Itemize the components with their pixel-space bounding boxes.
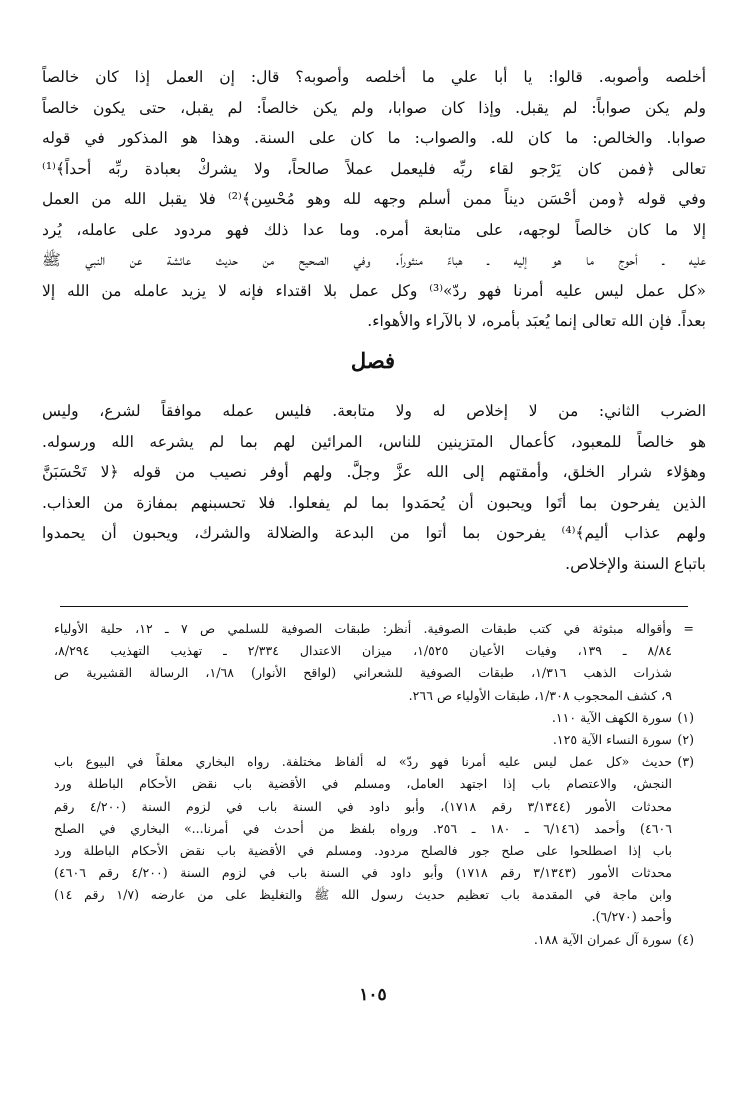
text-line: الضرب الثاني: من لا إخلاص له ولا متابعة. فليس عمله موافقاً لشرع، وليس [42, 402, 706, 420]
section-paragraph [42, 396, 706, 579]
footnote-divider [60, 606, 688, 607]
footnote-line: شذرات الذهب ١/٣١٦، طبقات الصوفية للشعراني (لواقح الأنوار) ١/٦٨، الرسالة القشيرية ص [54, 665, 672, 681]
footnote-mark: (٢) [677, 731, 694, 747]
text-line: تعالى ﴿فمن كان يَرْجو لقاء ربِّه فليعمل عملاً صالحاً، ولا يشركْ بعبادة ربِّه أحداً﴾⁽¹⁾ [42, 159, 706, 178]
section-heading: فصل [350, 348, 396, 373]
footnote-line: ٨/٨٤ ـ ١٣٩، وفيات الأعيان ١/٥٢٥، ميزان الاعتدال ٢/٣٣٤ ـ تهذيب التهذيب ٨/٢٩٤، [54, 643, 672, 659]
footnote-text: حديث «كل عمل ليس عليه أمرنا فهو ردّ» له ألفاظ مختلفة. رواه البخاري معلقاً في البيوع باب [54, 754, 672, 770]
text-line: الذين يفرحون بما أتَوا ويحبون أن يُحمَدوا بما لم يفعلوا. فلا تحسبنهم بمفازة من العذاب. [42, 493, 706, 512]
text-line: باتباع السنة والإخلاص. [565, 554, 706, 573]
text-line: ولهم عذاب أليم﴾⁽⁴⁾ يفرحون بما أتوا من البدعة والضلالة والشرك، ويحبون أن يحمدوا [42, 524, 706, 542]
footnote-line: محدثات الأمور (٣/١٣٤٣ رقم ١٧١٨) وأبو داود في السنة باب في لزوم السنة (٤/٢٠٠ رقم ٤٦٠٦) [54, 865, 672, 881]
footnote-mark: (٤) [677, 931, 694, 947]
footnote-line: وابن ماجة في المقدمة باب تعظيم حديث رسول الله ﷺ والتغليظ على من عارضه (١/٧ رقم ١٤) [54, 887, 672, 903]
footnote-text: سورة آل عمران الآية ١٨٨. [533, 931, 672, 947]
text-line: صوابا. والخالص: ما كان لله. والصواب: ما كان على السنة. وهذا هو المذكور في قوله [42, 129, 706, 147]
text-line: أخلصه وأصوبه. قالوا: يا أبا علي ما أخلصه وأصوبه؟ قال: إن العمل إذا كان خالصاً [42, 68, 706, 86]
footnote-line [54, 929, 694, 951]
footnote-text: سورة الكهف الآية ١١٠. [551, 709, 672, 725]
main-paragraph [42, 62, 706, 337]
footnote-line: وأحمد (٦/٢٧٠). [591, 909, 672, 925]
footnote-line: النجش، والاعتصام باب إذا اجتهد العامل، ومسلم في الأقضية باب نقض الأحكام الباطلة ورد [54, 776, 672, 792]
footnote-line [54, 751, 694, 773]
footnote-text: وأقواله مبثوثة في كتب طبقات الصوفية. أنظر: طبقات الصوفية للسلمي ص ٧ ـ ١٢، حلية الأولياء [54, 621, 672, 636]
footnote-line [54, 729, 694, 751]
text-line: هو خالصاً للمعبود، كأعمال المتزينين للناس، المرائين لهم بما لم يشرعه الله ورسوله. [42, 432, 706, 451]
text-line: ولم يكن صواباً: لم يقبل. وإذا كان صوابا، ولم يكن خالصاً: لم يقبل، حتى يكون خالصاً [42, 98, 706, 117]
footnote-line: باب إذا اصطلحوا على صلح جور فالصلح مردود. ومسلم في الأقضية باب نقض الأحكام الباطلة ورد [54, 842, 672, 858]
footnote-text: سورة النساء الآية ١٢٥. [552, 731, 672, 747]
footnote-mark: = [683, 621, 694, 636]
footnote-line [54, 707, 694, 729]
text-line: بعداً. فإن الله تعالى إنما يُعبَد بأمره، لا بالآراء والأهواء. [367, 312, 706, 330]
footnote-line: ٤٦٠٦) وأحمد (٦/١٤٦ ـ ١٨٠ ـ ٢٥٦. ورواه بلفظ من أحدث في أمرنا...» البخاري في الصلح [54, 820, 672, 836]
footnote-mark: (١) [677, 709, 694, 725]
page-number: ١٠٥ [359, 985, 387, 1005]
text-line: عليه ـ أحوج ما هو إليه ـ هباءً منثوراً. وفي الصحيح من حديث عائشة عن النبي ﷺ [42, 251, 706, 269]
footnote-line: محدثات الأمور (٣/١٣٤٤ رقم ١٧١٨)، وأبو داود في السنة باب في لزوم السنة (٤/٢٠٠ رقم [54, 798, 672, 814]
footnote-line: ٩، كشف المحجوب ١/٣٠٨، طبقات الأولياء ص ٢٦٦. [408, 687, 672, 703]
footnotes [54, 618, 694, 951]
footnote-mark: (٣) [677, 754, 694, 770]
text-line: إلا ما كان خالصاً لوجهه، على متابعة أمره. وما عدا ذلك فهو مردود على عامله، يُرد [42, 220, 706, 239]
text-line: وفي قوله ﴿ومن أحْسَن ديناً ممن أسلم وجهه لله وهو مُحْسِن﴾⁽²⁾ فلا يقبل الله من العمل [42, 190, 706, 208]
footnote-line [54, 618, 694, 640]
text-line: وهؤلاء شرار الخلق، وأمقتهم إلى الله عزَّ وجلَّ. ولهم أوفر نصيب من قوله ﴿لا تَحْسَبَنَّ [42, 463, 706, 481]
text-line: «كل عمل ليس عليه أمرنا فهو ردّ»⁽³⁾ وكل عمل بلا اقتداء فإنه لا يزيد عامله من الله إلا [42, 281, 706, 300]
